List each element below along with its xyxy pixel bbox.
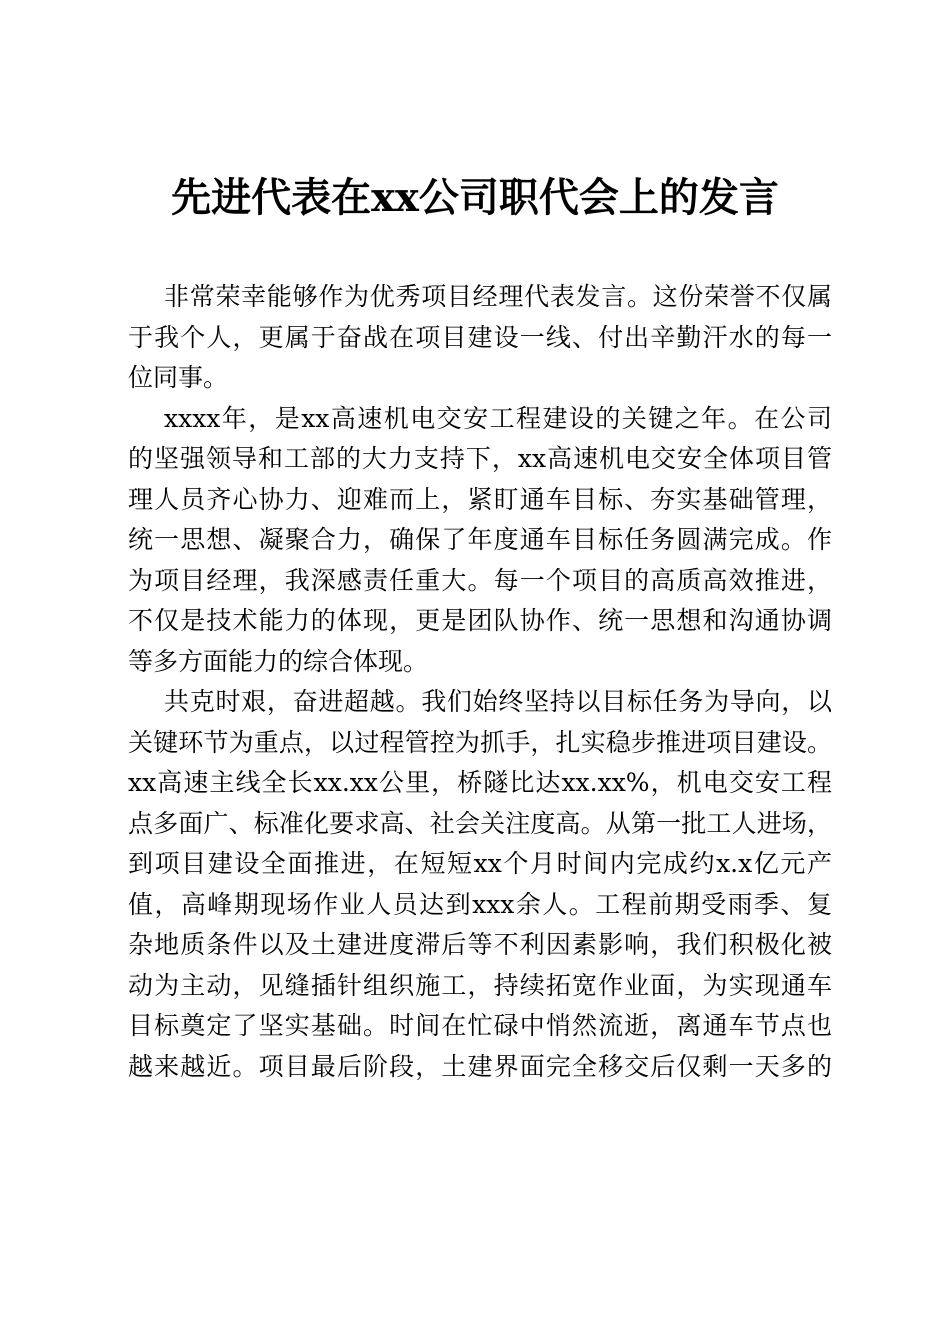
paragraph-line: xx高速主线全长xx.xx公里，桥隧比达xx.xx%，机电交安工程: [128, 768, 832, 797]
paragraph-3: [128, 682, 832, 1087]
paragraph-line: 为项目经理，我深感责任重大。每一个项目的高质高效推进，: [128, 565, 832, 595]
paragraph-line: 值，高峰期现场作业人员达到xxx余人。工程前期受雨季、复: [128, 889, 832, 919]
document-body: [128, 277, 832, 1087]
paragraph-line: 关键环节为重点，以过程管控为抓手，扎实稳步推进项目建设。: [128, 727, 832, 757]
paragraph-line: 动为主动，见缝插针组织施工，持续拓宽作业面，为实现通车: [128, 970, 832, 1000]
paragraph-line: xxxx年，是xx高速机电交安工程建设的关键之年。在公司: [164, 403, 832, 433]
paragraph-2: [128, 399, 832, 683]
paragraph-line: 统一思想、凝聚合力，确保了年度通车目标任务圆满完成。作: [128, 525, 832, 554]
paragraph-line: 目标奠定了坚实基础。时间在忙碌中悄然流逝，离通车节点也: [128, 1011, 832, 1040]
paragraph-1: [128, 277, 832, 399]
paragraph-line: 非常荣幸能够作为优秀项目经理代表发言。这份荣誉不仅属: [164, 282, 832, 311]
paragraph-line: 等多方面能力的综合体现。: [128, 646, 429, 676]
paragraph-line: 点多面广、标准化要求高、社会关注度高。从第一批工人进场，: [128, 808, 832, 838]
paragraph-line: 的坚强领导和工部的大力支持下，xx高速机电交安全体项目管: [128, 444, 832, 473]
document-title: 先进代表在xx公司职代会上的发言: [171, 174, 779, 221]
paragraph-line: 不仅是技术能力的体现，更是团队协作、统一思想和沟通协调: [128, 606, 832, 635]
paragraph-line: 理人员齐心协力、迎难而上，紧盯通车目标、夯实基础管理，: [128, 484, 832, 514]
paragraph-line: 越来越近。项目最后阶段，土建界面完全移交后仅剩一天多的: [128, 1051, 832, 1081]
paragraph-line: 位同事。: [128, 363, 229, 392]
paragraph-line: 到项目建设全面推进，在短短xx个月时间内完成约x.x亿元产: [128, 849, 832, 878]
paragraph-line: 于我个人，更属于奋战在项目建设一线、付出辛勤汗水的每一: [128, 322, 832, 352]
paragraph-line: 共克时艰，奋进超越。我们始终坚持以目标任务为导向，以: [164, 687, 832, 716]
paragraph-line: 杂地质条件以及土建进度滞后等不利因素影响，我们积极化被: [128, 930, 832, 959]
